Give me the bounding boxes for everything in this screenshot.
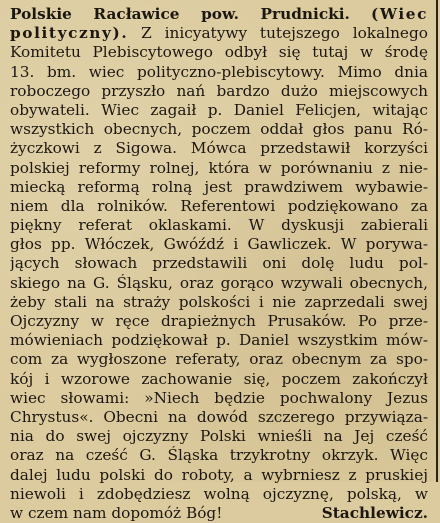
article-line-16: żeby stali na straży polskości i nie zaprzedali swej xyxy=(10,292,428,311)
article-line-4: 13. bm. wiec polityczno-plebiscytowy. Mimo dnia xyxy=(10,62,428,81)
article-line-18: mówieniach podziękował p. Daniel wszystkim mów- xyxy=(10,331,428,350)
article-line-14: jących słowach przedstawili oni dolę ludu pol- xyxy=(10,254,428,273)
article-line-10: miecką reformą rolną jest prawdziwem wybawie- xyxy=(10,177,428,196)
article-line-20: kój i wzorowe zachowanie się, poczem zakończył xyxy=(10,369,428,388)
article-line-26: niewoli i zdobędziesz wolną ojczyznę, polską, w xyxy=(10,484,428,503)
article-text-fragment: Z inicyatywy tutejszego lokalnego xyxy=(141,24,428,43)
article-signature: Stachlewicz. xyxy=(321,503,428,522)
article-line-11: niem dla rolników. Referentowi podziękowano za xyxy=(10,196,428,215)
article-line-15: skiego na G. Śląsku, oraz gorąco wzywali obecnych, xyxy=(10,273,428,292)
article-line-17: Ojczyzny w ręce drapieżnych Prusaków. Po prze- xyxy=(10,312,428,330)
article-line-2 xyxy=(10,24,434,43)
article-line-6: obywateli. Wiec zagaił p. Daniel Felicjen, witając xyxy=(10,100,428,119)
article-line-7: wszystkich obecnych, poczem oddał głos panu Ró- xyxy=(10,120,428,139)
article-line-3: Komitetu Plebiscytowego odbył się tutaj w środę xyxy=(10,43,428,62)
article-line-23: nia do swej ojczyzny Polski wnieśli na Jej cześć xyxy=(10,427,428,446)
article-line-1 xyxy=(10,5,434,24)
article-headline-tag-start: (Wiec xyxy=(370,5,428,23)
article-line-9: polskiej reformy rolnej, która w porównaniu z nie- xyxy=(10,158,428,177)
article-closing-line xyxy=(10,504,434,523)
article-line-22: Chrystus«. Obecni na dowód szczerego przywiąza- xyxy=(10,407,428,426)
article-line-8: życzkowi z Sigowa. Mówca przedstawił korzyści xyxy=(10,139,428,158)
column-rule xyxy=(436,0,438,482)
article-line-12: piękny referat oklaskami. W dyskusji zabierali xyxy=(10,216,428,235)
article-closing-text: w czem nam dopomóż Bóg! xyxy=(10,503,223,522)
article-line-5: roboczego przyszło nań bardzo dużo miejscowych xyxy=(10,81,428,100)
article-line-24: oraz na cześć G. Śląska trzykrotny okrzyk. Więc xyxy=(10,446,428,465)
article-headline-tag-end: polityczny). xyxy=(10,24,129,43)
article-headline: Polskie Racławice pow. Prudnicki. xyxy=(10,5,350,23)
article-line-13: głos pp. Włóczek, Gwóźdź i Gawliczek. W porywa- xyxy=(10,235,428,254)
article-line-25: dalej ludu polski do roboty, a wybrniesz z pruskiej xyxy=(10,465,428,484)
article-line-21: wiec słowami: »Niech będzie pochwalony Jezus xyxy=(10,388,428,407)
article-line-19: com za wygłoszone referaty, oraz obecnym za spo- xyxy=(10,350,428,369)
